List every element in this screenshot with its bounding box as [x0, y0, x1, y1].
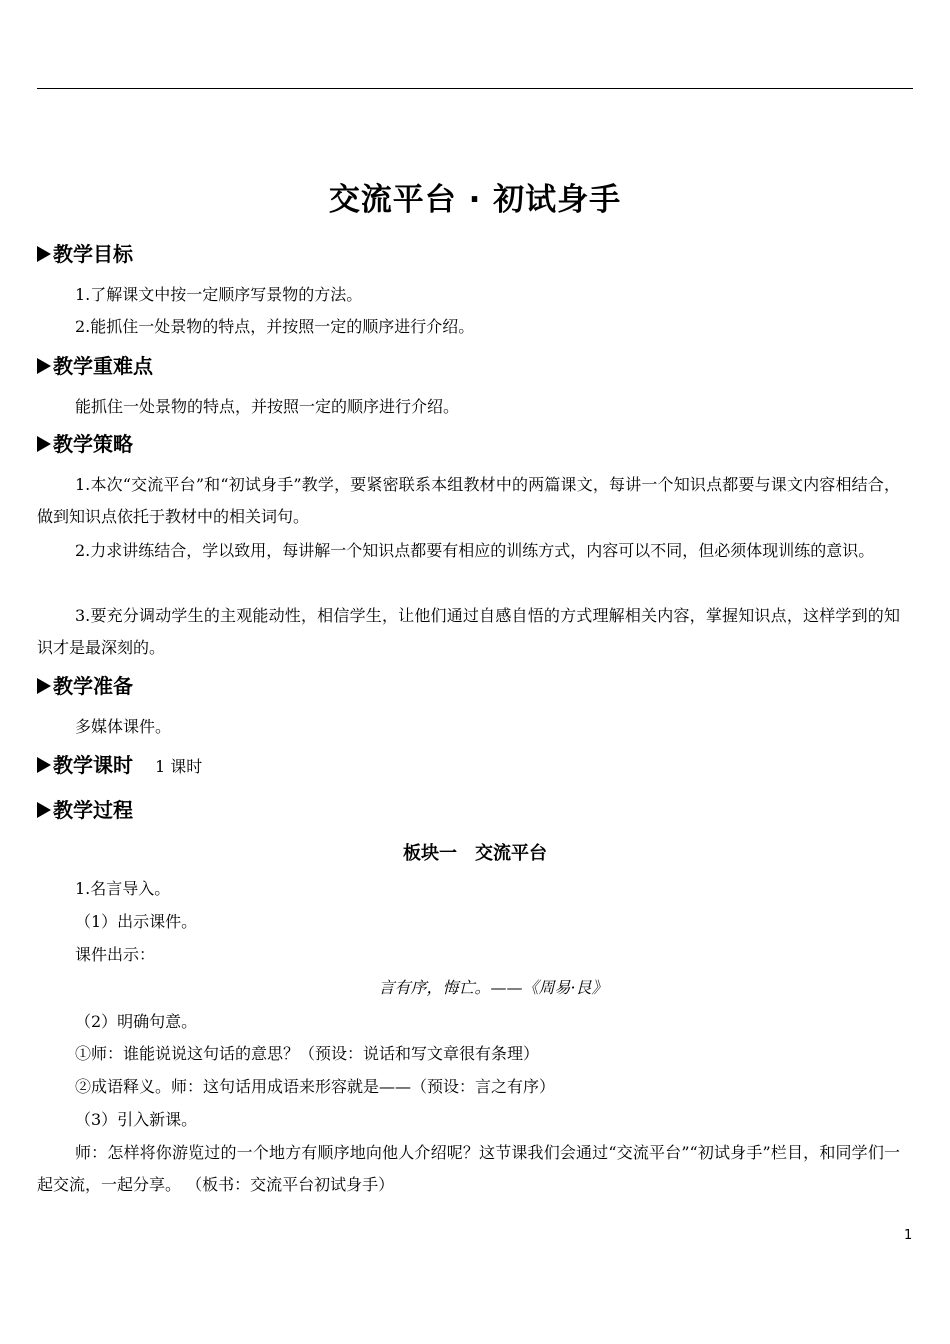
heading-key-points: 教学重难点 — [37, 352, 153, 380]
heading-strategy: 教学策略 — [37, 430, 133, 458]
preparation-text: 多媒体课件。 — [75, 717, 172, 736]
process-line-7: （3）引入新课。 — [75, 1110, 198, 1129]
triangle-bullet-icon — [37, 678, 51, 694]
heading-preparation: 教学准备 — [37, 672, 133, 700]
process-line-6: ②成语释义。师：这句话用成语来形容就是——（预设：言之有序） — [75, 1077, 556, 1096]
goal-item-1: 1.了解课文中按一定顺序写景物的方法。 — [75, 285, 363, 304]
triangle-bullet-icon — [37, 358, 51, 374]
quote-line: 言有序，悔亡。——《周易·艮》 — [378, 978, 608, 997]
process-line-4: （2）明确句意。 — [75, 1012, 198, 1031]
heading-goals: 教学目标 — [37, 240, 133, 268]
page-number: 1 — [904, 1228, 913, 1243]
process-line-8: 师：怎样将你游览过的一个地方有顺序地向他人介绍呢？这节课我们会通过“交流平台”“初试身手”栏目，和同学们一起交流，一起分享。 （板书：交流平台初试身手） — [37, 1143, 900, 1194]
triangle-bullet-icon — [37, 757, 51, 773]
process-line-5: ①师：谁能说说这句话的意思？（预设：说话和写文章很有条理） — [75, 1044, 540, 1063]
key-points-text: 能抓住一处景物的特点，并按照一定的顺序进行介绍。 — [75, 397, 460, 416]
process-line-3: 课件出示： — [75, 945, 156, 964]
triangle-bullet-icon — [37, 802, 51, 818]
heading-process: 教学过程 — [37, 796, 133, 824]
page-title: 交流平台 · 初试身手 — [328, 182, 622, 218]
strategy-item-2: 2.力求讲练结合，学以致用，每讲解一个知识点都要有相应的训练方式，内容可以不同，但必须体现训练的意识。 — [75, 541, 875, 560]
strategy-item-1: 1.本次“交流平台”和“初试身手”教学，要紧密联系本组教材中的两篇课文，每讲一个知识点都要与课文内容相结合，做到知识点依托于教材中的相关词句。 — [37, 475, 900, 526]
heading-hours: 教学课时 1 课时 — [37, 751, 202, 781]
goal-item-2: 2.能抓住一处景物的特点，并按照一定的顺序进行介绍。 — [75, 317, 475, 336]
hours-value: 1 课时 — [155, 757, 203, 776]
strategy-item-3: 3.要充分调动学生的主观能动性，相信学生，让他们通过自感自悟的方式理解相关内容，掌握知识点，这样学到的知识才是最深刻的。 — [37, 606, 900, 657]
process-line-2: （1）出示课件。 — [75, 912, 198, 931]
process-line-1: 1.名言导入。 — [75, 879, 171, 898]
triangle-bullet-icon — [37, 436, 51, 452]
triangle-bullet-icon — [37, 246, 51, 262]
header-rule — [37, 88, 913, 89]
block-title: 板块一 交流平台 — [403, 843, 547, 864]
